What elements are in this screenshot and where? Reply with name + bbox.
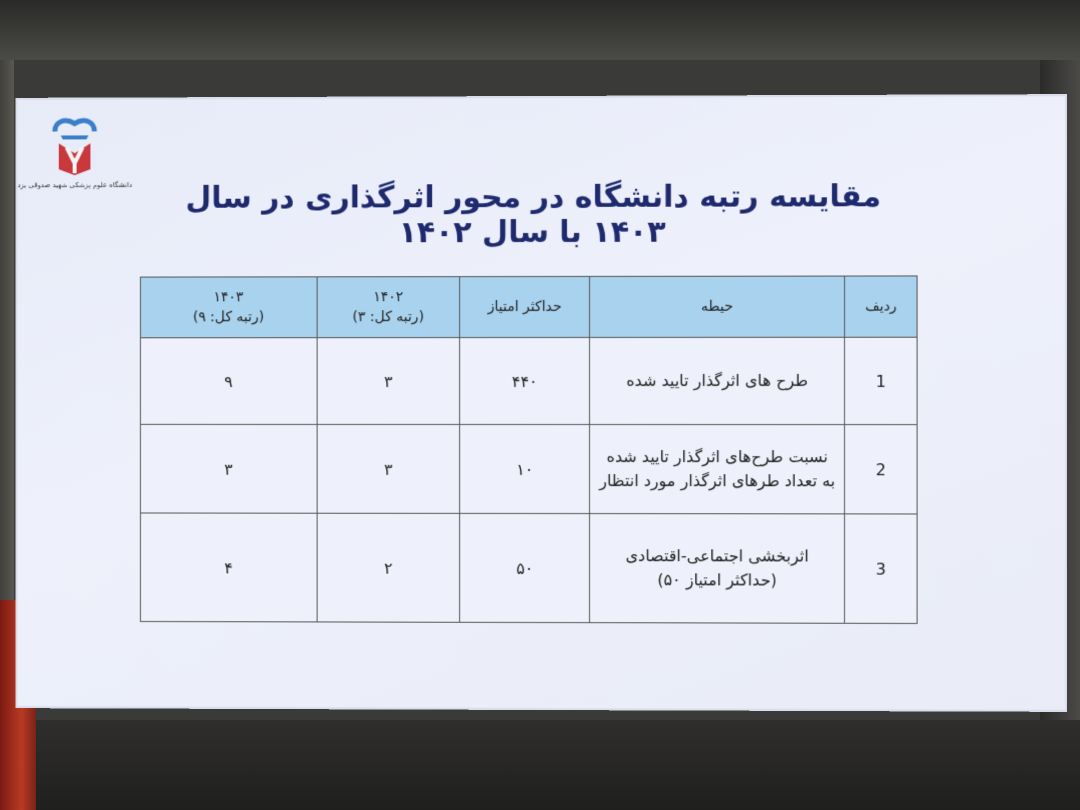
header-year-1402-rank: (رتبه کل: ۳) — [352, 309, 425, 326]
projection-screen — [15, 94, 1067, 712]
header-row-number: ردیف — [845, 276, 917, 337]
header-year-1403-rank: (رتبه کل: ۹) — [192, 309, 265, 326]
cell-1403: ۳ — [140, 424, 316, 513]
cell-field: اثربخشی اجتماعی-اقتصادی (حداکثر امتیاز ۵۰) — [590, 514, 845, 624]
cell-1402: ۳ — [317, 338, 460, 425]
cell-1403: ۹ — [140, 338, 316, 425]
header-year-1403-label: ۱۴۰۳ — [213, 289, 244, 306]
cell-1402: ۳ — [317, 424, 460, 513]
cell-field: طرح های اثرگذار تایید شده — [590, 337, 845, 424]
room-ceiling — [0, 0, 1080, 60]
cell-row-number: 1 — [845, 337, 917, 424]
cell-1403: ۴ — [140, 513, 316, 622]
table-row — [140, 337, 917, 424]
comparison-table — [140, 275, 918, 624]
header-year-1402-label: ۱۴۰۲ — [373, 289, 404, 306]
header-field: حیطه — [590, 276, 845, 337]
table-row — [140, 424, 917, 514]
header-year-1402 — [317, 277, 460, 338]
header-max-score: حداکثر امتیاز — [460, 276, 590, 337]
cell-1402: ۲ — [317, 513, 460, 622]
cell-max-score: ۱۰ — [460, 424, 590, 513]
room-floor — [0, 720, 1080, 810]
cell-row-number: 3 — [845, 514, 917, 624]
slide-title: مقایسه رتبه دانشگاه در محور اثرگذاری در سال ۱۴۰۳ با سال ۱۴۰۲ — [185, 179, 882, 251]
header-year-1403 — [140, 277, 316, 338]
cell-max-score: ۴۴۰ — [460, 337, 590, 424]
table-row — [140, 513, 917, 623]
logo-caption: دانشگاه علوم پزشکی شهید صدوقی یزد — [17, 181, 133, 190]
cell-field: نسبت طرح‌های اثرگذار تایید شده به تعداد طرهای اثرگذار مورد انتظار — [590, 425, 845, 514]
cell-row-number: 2 — [845, 425, 917, 514]
table-header-row — [140, 276, 917, 338]
cell-max-score: ۵۰ — [460, 513, 590, 622]
university-logo-icon — [47, 113, 102, 177]
